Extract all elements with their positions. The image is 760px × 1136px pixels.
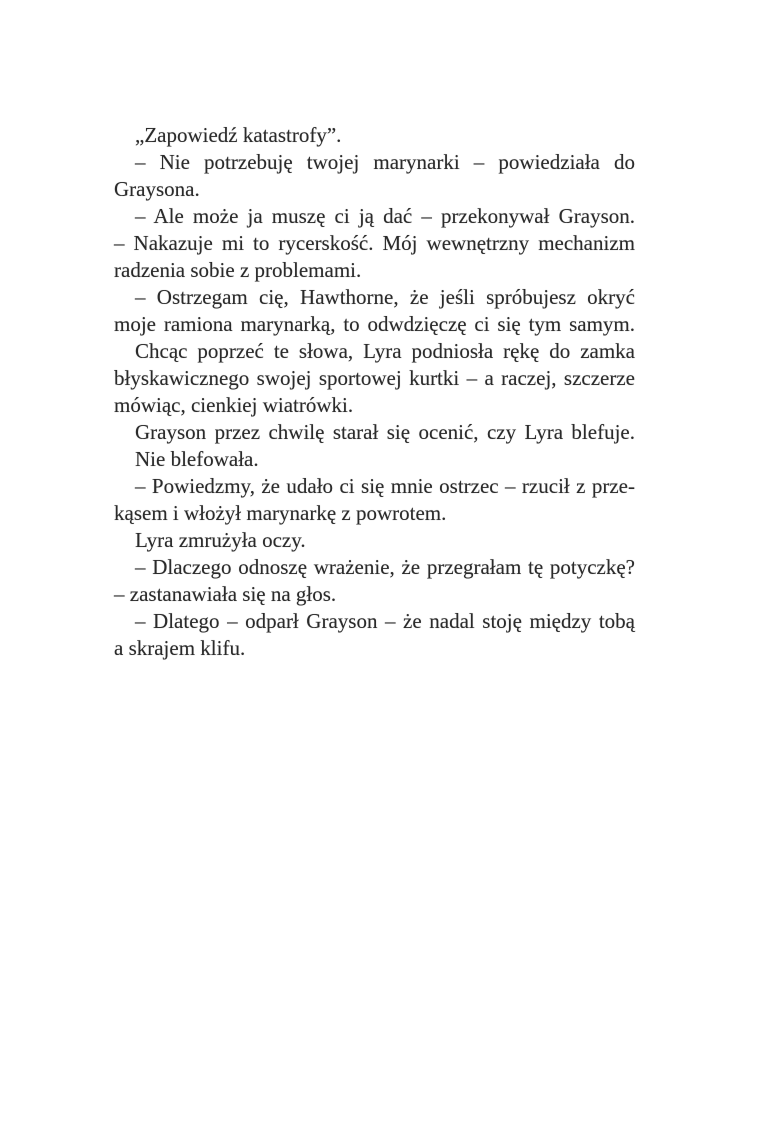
text-line: – Powiedzmy, że udało ci się mnie ostrzec – rzucił z prze-	[135, 474, 635, 498]
paragraph	[114, 203, 635, 284]
paragraph	[114, 473, 635, 527]
text-line: – Dlatego – odparł Grayson – że nadal stoję między tobą	[135, 609, 635, 633]
text-line: Grayson przez chwilę starał się ocenić, czy Lyra blefuje.	[135, 420, 635, 444]
text-line: – Ale może ja muszę ci ją dać – przekonywał Grayson.	[135, 204, 635, 228]
text-line: Chcąc poprzeć te słowa, Lyra podniosła rękę do zamka	[135, 339, 635, 363]
text-line: moje ramiona marynarką, to odwdzięczę ci się tym samym.	[114, 312, 635, 336]
paragraph	[114, 608, 635, 662]
text-line: błyskawicznego swojej sportowej kurtki – a raczej, szczerze	[114, 366, 635, 390]
text-line: Lyra zmrużyła oczy.	[135, 528, 306, 552]
text-line: Nie blefowała.	[135, 447, 259, 471]
paragraph	[114, 527, 635, 554]
text-line: Graysona.	[114, 177, 200, 201]
paragraph	[114, 284, 635, 338]
text-line: – Ostrzegam cię, Hawthorne, że jeśli spróbujesz okryć	[135, 285, 635, 309]
paragraph	[114, 149, 635, 203]
paragraph	[114, 122, 635, 149]
text-block	[114, 122, 635, 662]
paragraph	[114, 446, 635, 473]
paragraph	[114, 554, 635, 608]
text-line: kąsem i włożył marynarkę z powrotem.	[114, 501, 447, 525]
text-line: a skrajem klifu.	[114, 636, 246, 660]
paragraph	[114, 338, 635, 419]
paragraph	[114, 419, 635, 446]
text-line: mówiąc, cienkiej wiatrówki.	[114, 393, 354, 417]
text-line: – Nie potrzebuję twojej marynarki – powiedziała do	[135, 150, 635, 174]
text-line: „Zapowiedź katastrofy”.	[135, 123, 342, 147]
text-line: – Dlaczego odnoszę wrażenie, że przegrałam tę potyczkę?	[135, 555, 635, 579]
text-line: – zastanawiała się na głos.	[114, 582, 337, 606]
text-line: radzenia sobie z problemami.	[114, 258, 362, 282]
text-line: – Nakazuje mi to rycerskość. Mój wewnętrzny mechanizm	[114, 231, 635, 255]
